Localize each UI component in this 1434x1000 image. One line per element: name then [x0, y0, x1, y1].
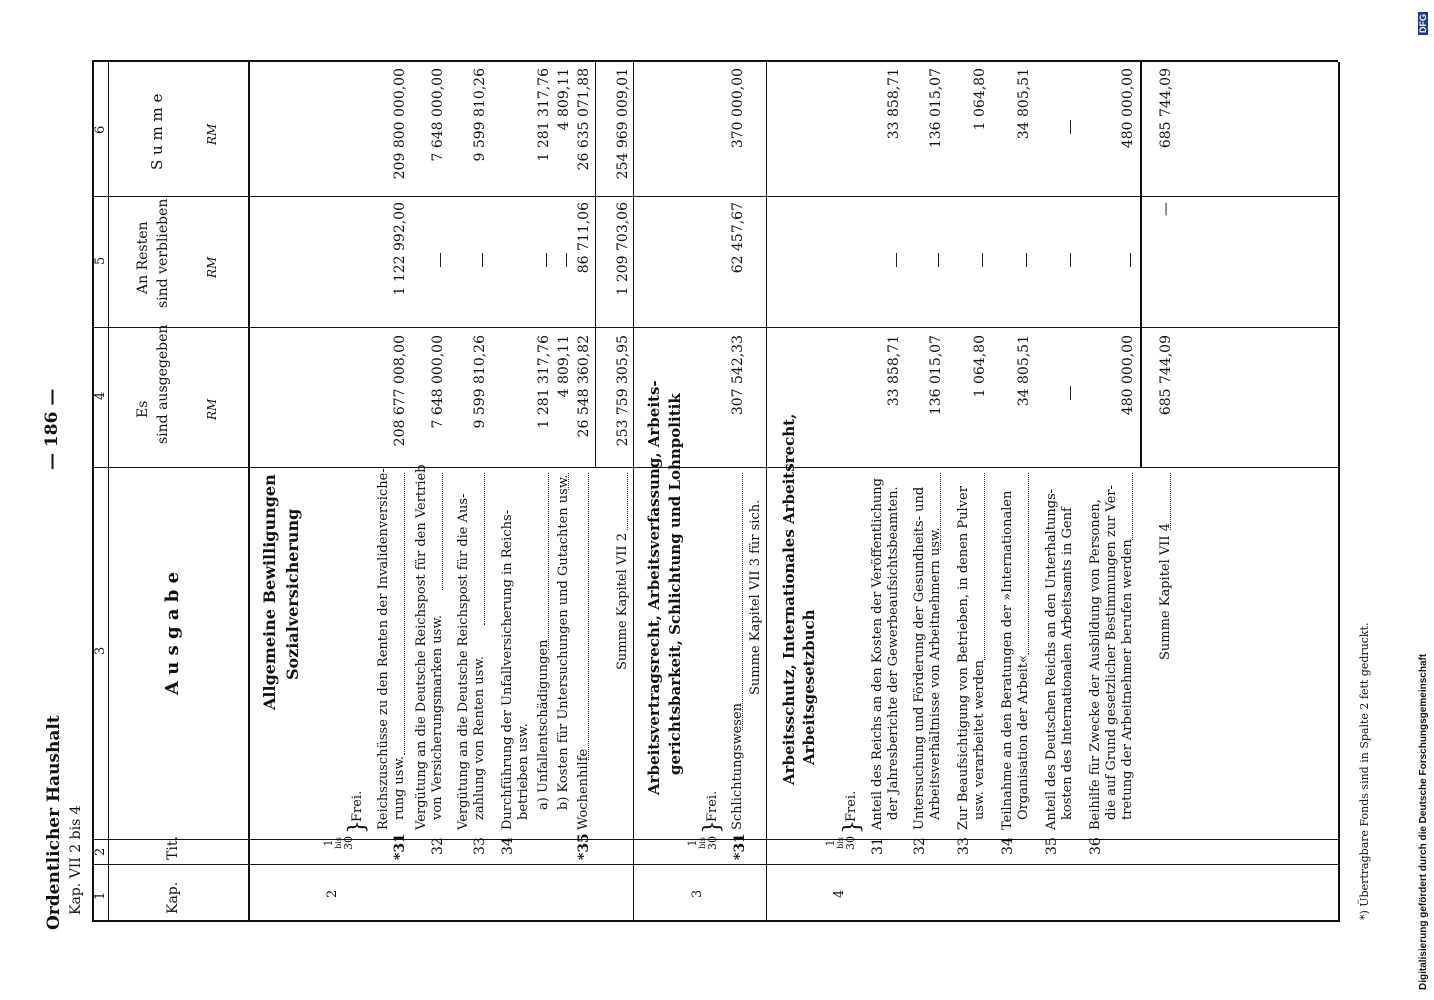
total-col5: 1 209 703,06 [615, 202, 631, 296]
row-text: Teilnahme an den Beratungen der »Internationalen [1000, 490, 1015, 830]
row-text: Organisation der Arbeit« [1016, 655, 1031, 820]
tit-number: *31 [732, 833, 748, 860]
dash-mark [1026, 253, 1027, 267]
dash-mark [1130, 253, 1131, 267]
dash-mark [1070, 386, 1071, 400]
unit-col5: RM [205, 256, 219, 278]
column-number: 3 [93, 646, 108, 655]
leader-dots [940, 473, 941, 550]
value-col6: 1 281 317,76 [536, 68, 552, 162]
section-subheading: Sozialversicherung [283, 508, 302, 680]
row-text: rung usw. [392, 755, 407, 820]
frei-range: 1 bis 30 [686, 836, 719, 850]
frei-brace: } [840, 820, 865, 834]
table-left-border [92, 920, 1338, 922]
frei-range: 1 bis 30 [824, 836, 857, 850]
column-number: 4 [93, 391, 108, 400]
tit-number: 32 [430, 837, 446, 855]
row-text: tretung der Arbeitnehmer berufen werden [1120, 539, 1135, 820]
row-text: Zur Beaufsichtigung von Betrieben, in denen Pulver [956, 486, 971, 830]
tit-number: 36 [1088, 837, 1104, 855]
kap-number: 4 [832, 889, 847, 898]
row-text: b) Kosten für Untersuchungen und Gutachten usw. [556, 474, 571, 810]
dash-mark [982, 253, 983, 267]
document-title: Ordentlicher Haushalt [44, 715, 64, 930]
row-text: a) Unfallentschädigungen [536, 639, 551, 810]
document-subtitle: Kap. VII 2 bis 4 [68, 805, 84, 915]
footnote: *) Übertragbare Fonds sind in Spalte 2 fett gedruckt. [1358, 622, 1371, 920]
leader-dots [1170, 473, 1171, 530]
header-ausgabe: A u s g a b e [162, 571, 183, 695]
value-col4: 208 677 008,00 [392, 335, 408, 447]
row-text: Durchführung der Unfallversicherung in Reichs- [500, 509, 515, 830]
value-col4: 480 000,00 [1120, 335, 1136, 416]
column-number: 1 [93, 891, 108, 900]
frei-label: Frei. [705, 790, 720, 822]
dash-mark [482, 253, 483, 267]
section-heading: Arbeitsvertragsrecht, Arbeitsverfassung, Arbeits- [645, 380, 663, 795]
row-text: Schlichtungswesen [730, 702, 745, 830]
tit-number: *31 [392, 833, 408, 860]
total-col6: 685 744,09 [1158, 68, 1174, 149]
value-col4: 4 809,11 [556, 335, 572, 398]
table-right-border [92, 60, 1338, 62]
value-col6: 34 805,51 [1016, 68, 1032, 140]
value-col6: 26 635 071,88 [576, 68, 592, 171]
leader-dots [984, 473, 985, 660]
tit-number: 31 [870, 837, 886, 855]
header-col5-line2: sind verblieben [155, 198, 171, 308]
unit-col6: RM [205, 123, 219, 145]
total-col6: 254 969 009,01 [615, 68, 631, 180]
row-text: von Versicherungsmarken usw. [430, 614, 445, 820]
value-col4: 26 548 360,82 [576, 335, 592, 438]
table-bottom-rule [1338, 62, 1340, 922]
sum-rule [595, 62, 596, 468]
section-heading: Arbeitsschutz, Internationales Arbeitsrecht, [780, 413, 798, 785]
column-number-rule [108, 62, 109, 922]
table-top-rule [92, 62, 94, 922]
col-divider-col5 [92, 196, 1338, 197]
row-text: kosten des Internationalen Arbeitsamts in Genf [1060, 507, 1075, 820]
value-col6: 370 000,00 [730, 68, 746, 149]
row-text: betrieben usw. [516, 723, 531, 820]
tit-number: 35 [1044, 837, 1060, 855]
dash-mark [546, 253, 547, 267]
dash-mark [938, 253, 939, 267]
header-col4-line1: Es [135, 400, 151, 418]
frei-brace: } [700, 820, 725, 834]
value-col4: 34 805,51 [1016, 335, 1032, 407]
row-text: Vergütung an die Deutsche Reichspost für die Aus- [456, 493, 471, 830]
value-col4: 136 015,07 [928, 335, 944, 416]
row-text: usw. verarbeitet werden [972, 660, 987, 820]
section-total-label: Summe Kapitel VII 3 für sich. [748, 499, 763, 695]
row-text: Anteil des Reichs an den Kosten der Veröffentlichung [870, 478, 885, 830]
kap-number: 2 [325, 889, 340, 898]
leader-dots [404, 473, 405, 755]
frei-label: Frei. [350, 790, 365, 822]
value-col4: 1 281 317,76 [536, 335, 552, 429]
leader-dots [548, 473, 549, 650]
col-divider-col4 [92, 327, 1338, 328]
tit-number: 32 [912, 837, 928, 855]
section-divider [633, 62, 634, 922]
leader-dots [484, 473, 485, 625]
header-col4-line2: sind ausgegeben [155, 324, 171, 444]
total-col4: 253 759 305,95 [615, 335, 631, 447]
total-col4: 685 744,09 [1158, 335, 1174, 416]
tit-number: 33 [472, 837, 488, 855]
value-col4: 1 064,80 [972, 335, 988, 398]
tit-number: 33 [956, 837, 972, 855]
value-col4: 7 648 000,00 [430, 335, 446, 429]
unit-col4: RM [205, 398, 219, 420]
row-text: Vergütung an die Deutsche Reichspost für den Vertrieb [414, 464, 429, 830]
frei-brace: } [345, 820, 370, 834]
value-col4: 307 542,33 [730, 335, 746, 416]
section-total-label: Summe Kapitel VII 4 [1158, 523, 1173, 660]
value-col6: 1 064,80 [972, 68, 988, 131]
header-bottom-rule [248, 62, 250, 922]
row-text: Arbeitsverhältnisse von Arbeitnehmern usw. [928, 527, 943, 820]
value-col4: 33 858,71 [886, 335, 902, 407]
leader-dots [1132, 473, 1133, 540]
value-col6: 33 858,71 [886, 68, 902, 140]
section-total-label: Summe Kapitel VII 2 [615, 533, 630, 670]
dash-mark [566, 253, 567, 267]
section-subheading: gerichtsbarkeit, Schlichtung und Lohnpolitik [666, 393, 684, 775]
tit-number: *35 [576, 833, 592, 860]
row-text: die auf Grund gesetzlicher Bestimmungen zur Ver- [1104, 485, 1119, 820]
column-number: 6 [93, 125, 108, 134]
value-col6: 7 648 000,00 [430, 68, 446, 162]
tit-number: 34 [1000, 837, 1016, 855]
column-number: 5 [93, 256, 108, 265]
kap-number: 3 [690, 889, 705, 898]
leader-dots [442, 473, 443, 590]
row-text: zahlung von Renten usw. [472, 655, 487, 820]
header-col5-line1: An Resten [135, 221, 151, 294]
digitization-note: Digitalisierung gefördert durch die Deutsche Forschungsgemeinschaft [1418, 653, 1429, 990]
row-text: Anteil des Deutschen Reichs an den Unterhaltungs- [1044, 488, 1059, 830]
column-number: 2 [93, 847, 108, 856]
dash-mark [440, 253, 441, 267]
row-text: der Jahresberichte der Gewerbeaufsichtsbeamten. [886, 486, 901, 820]
value-col5: 62 457,67 [730, 202, 746, 274]
value-col6: 4 809,11 [556, 68, 572, 131]
row-text: Beihilfe für Zwecke der Ausbildung von Personen, [1088, 499, 1103, 830]
header-col6: S u m m e [148, 93, 166, 170]
value-col6: 480 000,00 [1120, 68, 1136, 149]
row-text: Wochenhilfe [576, 748, 591, 830]
dash-mark [896, 253, 897, 267]
frei-range: 1 bis 30 [322, 836, 355, 850]
frei-label: Frei. [844, 790, 859, 822]
col-divider-ausgabe [92, 467, 1338, 468]
col-divider-kap [92, 864, 1338, 865]
row-text: Reichszuschüsse zu den Renten der Invalidenversiche- [376, 468, 391, 830]
leader-dots [742, 473, 743, 730]
value-col5: 86 711,06 [576, 202, 592, 274]
dash-mark [1070, 253, 1071, 267]
leader-dots [588, 473, 589, 760]
header-tit: Tit. [165, 836, 181, 860]
value-col6: 136 015,07 [928, 68, 944, 149]
value-col6: 209 800 000,00 [392, 68, 408, 180]
tit-number: 34 [500, 837, 516, 855]
leader-dots [1028, 473, 1029, 655]
row-text: Untersuchung und Förderung der Gesundheits- und [912, 486, 927, 830]
leader-dots [568, 473, 569, 490]
section-divider [766, 62, 767, 922]
section-heading: Allgemeine Bewilligungen [260, 474, 279, 710]
sum-rule [1140, 62, 1142, 468]
total-col5: — [1158, 202, 1174, 216]
leader-dots [627, 473, 628, 530]
section-subheading: Arbeitsgesetzbuch [800, 609, 818, 765]
header-kap: Kap. [165, 881, 181, 914]
dfg-logo: DFG [1418, 14, 1428, 33]
page-number: — 186 — [42, 388, 62, 470]
value-col4: 9 599 810,26 [472, 335, 488, 429]
value-col6: 9 599 810,26 [472, 68, 488, 162]
dash-mark [1070, 120, 1071, 134]
value-col5: 1 122 992,00 [392, 202, 408, 296]
